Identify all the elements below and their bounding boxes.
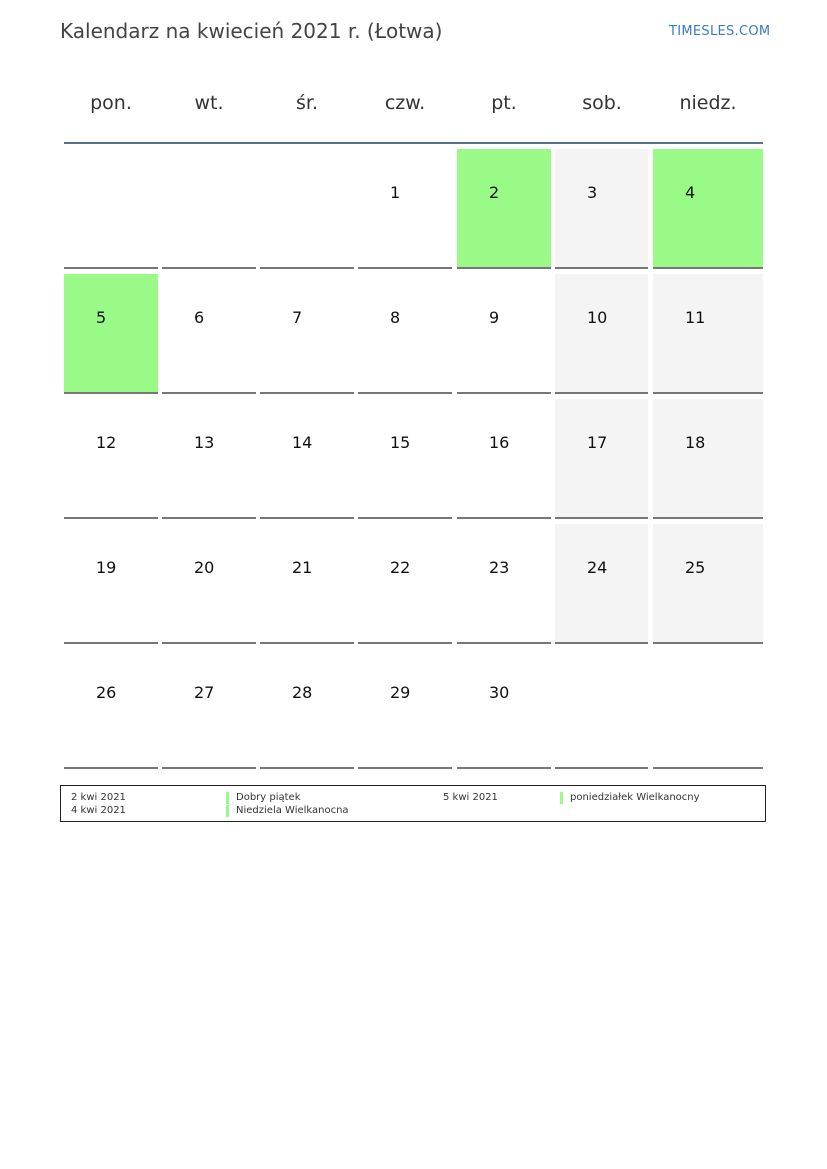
day-number: 17 [587,433,608,452]
empty-day-cell [260,149,354,269]
day-number: 15 [390,433,411,452]
day-cell-8 [358,274,452,394]
day-number: 23 [489,558,510,577]
day-number: 4 [685,183,696,202]
day-number: 2 [489,183,500,202]
day-number: 6 [194,308,205,327]
empty-day-cell [64,149,158,269]
weekday-thu: czw. [384,92,426,114]
day-cell-9 [457,274,551,394]
day-cell-29 [358,649,452,769]
day-cell-24 [555,524,648,644]
weekday-tue: wt. [194,92,224,114]
day-number: 26 [96,683,117,702]
weekday-sat: sob. [582,92,622,114]
day-cell-17 [555,399,648,519]
day-number: 8 [390,308,401,327]
day-cell-18 [653,399,763,519]
day-cell-12 [64,399,158,519]
day-cell-10 [555,274,648,394]
day-cell-3 [555,149,648,269]
day-number: 21 [292,558,313,577]
page-title: Kalendarz na kwiecień 2021 r. (Łotwa) [60,19,443,43]
day-number: 20 [194,558,215,577]
day-number: 24 [587,558,608,577]
day-number: 29 [390,683,411,702]
legend-holiday-name: Dobry piątek [226,792,301,804]
day-number: 19 [96,558,117,577]
brand-link[interactable]: TIMESLES.COM [669,24,771,39]
day-cell-28 [260,649,354,769]
day-cell-23 [457,524,551,644]
day-number: 1 [390,183,401,202]
day-number: 30 [489,683,510,702]
weekday-fri: pt. [491,92,517,114]
day-cell-16 [457,399,551,519]
legend-date: 5 kwi 2021 [443,792,498,803]
weekday-wed: śr. [295,92,318,114]
day-cell-21 [260,524,354,644]
empty-day-cell [555,649,648,769]
day-number: 10 [587,308,608,327]
day-cell-30 [457,649,551,769]
legend-date: 2 kwi 2021 [71,792,126,803]
day-number: 16 [489,433,510,452]
empty-day-cell [162,149,256,269]
day-cell-26 [64,649,158,769]
day-number: 5 [96,308,107,327]
legend-date: 4 kwi 2021 [71,805,126,816]
holiday-legend [60,785,766,822]
weekday-sun: niedz. [679,92,737,114]
day-number: 25 [685,558,706,577]
day-number: 12 [96,433,117,452]
legend-holiday-name: Niedziela Wielkanocna [226,805,349,817]
day-cell-14 [260,399,354,519]
legend-holiday-name: poniedziałek Wielkanocny [560,792,700,804]
day-cell-7 [260,274,354,394]
day-number: 18 [685,433,706,452]
day-cell-25 [653,524,763,644]
day-cell-4 [653,149,763,269]
day-number: 14 [292,433,313,452]
day-cell-15 [358,399,452,519]
day-cell-1 [358,149,452,269]
day-number: 9 [489,308,500,327]
weekday-mon: pon. [90,92,132,114]
day-number: 27 [194,683,215,702]
day-cell-2 [457,149,551,269]
day-cell-22 [358,524,452,644]
day-cell-27 [162,649,256,769]
day-number: 22 [390,558,411,577]
day-cell-13 [162,399,256,519]
day-number: 3 [587,183,598,202]
day-number: 11 [685,308,706,327]
empty-day-cell [653,649,763,769]
day-cell-20 [162,524,256,644]
day-number: 7 [292,308,303,327]
day-number: 28 [292,683,313,702]
day-cell-6 [162,274,256,394]
day-cell-5 [64,274,158,394]
day-cell-11 [653,274,763,394]
day-number: 13 [194,433,215,452]
day-cell-19 [64,524,158,644]
